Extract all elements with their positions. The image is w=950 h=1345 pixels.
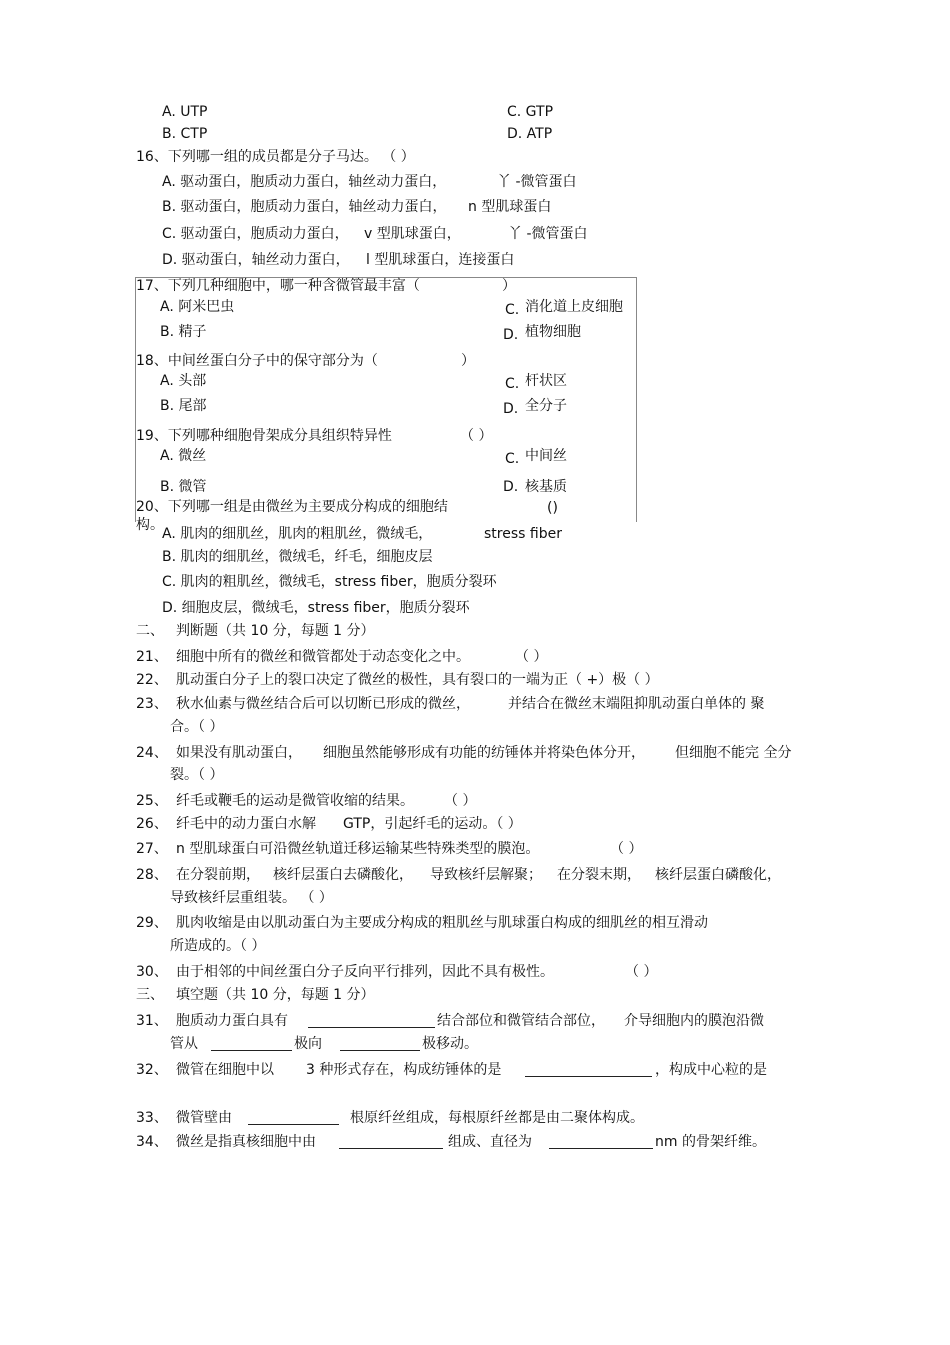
- question-text-cont3: 在分裂末期，: [557, 867, 641, 883]
- answer-paren: （ ）: [610, 841, 643, 857]
- option-b-cont: n 型肌球蛋白: [468, 199, 552, 215]
- question-17-paren: ）: [502, 278, 516, 294]
- question-number: 31、: [136, 1013, 168, 1029]
- answer-blank[interactable]: [549, 1134, 653, 1149]
- question-text: 胞质动力蛋白具有: [176, 1013, 288, 1029]
- section-number: 二、: [136, 623, 164, 639]
- question-text-wrap: 裂。（ ）: [170, 767, 224, 783]
- question-text-cont: 并结合在微丝末端阻抑肌动蛋白单体的 聚: [508, 696, 765, 712]
- option-d-letter: D.: [503, 327, 519, 343]
- option-b: B. 驱动蛋白，胞质动力蛋白，轴丝动力蛋白，: [162, 199, 447, 215]
- question-19-paren: （ ）: [460, 428, 493, 444]
- question-17-stem: 17、下列几种细胞中，哪一种含微管最丰富（: [136, 278, 420, 294]
- option-c: C. 驱动蛋白，胞质动力蛋白，: [162, 226, 349, 242]
- question-text: 在分裂前期，: [176, 867, 260, 883]
- question-number: 22、: [136, 672, 168, 688]
- question-text-wrap2: 极向: [294, 1036, 322, 1052]
- option-c-cont2: 丫 -微管蛋白: [508, 226, 588, 242]
- option-a: A. 微丝: [160, 448, 207, 464]
- section-title: 判断题（共 10 分，每题 1 分）: [176, 623, 375, 639]
- question-text-cont: 3 种形式存在，构成纺锤体的是: [306, 1062, 502, 1078]
- question-text-cont4: 核纤层蛋白磷酸化，: [655, 867, 781, 883]
- option-d-letter: D.: [503, 401, 519, 417]
- section-number: 三、: [136, 987, 164, 1003]
- answer-blank[interactable]: [211, 1036, 292, 1051]
- answer-paren: （ ）: [515, 649, 548, 665]
- question-text: 肌动蛋白分子上的裂口决定了微丝的极性，具有裂口的一端为正（ +）极（ ）: [176, 672, 659, 688]
- question-text-cont: 组成、直径为: [448, 1134, 532, 1150]
- question-text-wrap: 管从: [170, 1036, 198, 1052]
- option-a: A. 阿米巴虫: [160, 299, 235, 315]
- question-text-cont2: 导致核纤层解聚；: [430, 867, 542, 883]
- answer-blank[interactable]: [339, 1134, 443, 1149]
- question-text: n 型肌球蛋白可沿微丝轨道迁移运输某些特殊类型的膜泡。: [176, 841, 540, 857]
- option-b: B. 肌肉的细肌丝，微绒毛，纤毛，细胞皮层: [162, 549, 433, 565]
- question-18-stem: 18、中间丝蛋白分子中的保守部分为（: [136, 353, 378, 369]
- question-number: 30、: [136, 964, 168, 980]
- question-number: 25、: [136, 793, 168, 809]
- option-c-cont: v 型肌球蛋白，: [364, 226, 461, 242]
- question-text: 由于相邻的中间丝蛋白分子反向平行排列，因此不具有极性。: [176, 964, 554, 980]
- answer-blank[interactable]: [308, 1013, 435, 1028]
- question-text-cont2: 介导细胞内的膜泡沿微: [624, 1013, 764, 1029]
- question-text-cont2: nm 的骨架纤维。: [655, 1134, 766, 1150]
- option-b: B. 尾部: [160, 398, 207, 414]
- question-text: 纤毛中的动力蛋白水解: [176, 816, 316, 832]
- answer-paren: （ ）: [625, 964, 658, 980]
- option-c-letter: C.: [505, 451, 520, 467]
- question-number: 34、: [136, 1134, 168, 1150]
- question-number: 21、: [136, 649, 168, 665]
- option-c-letter: C.: [505, 376, 520, 392]
- question-number: 26、: [136, 816, 168, 832]
- option-d: 植物细胞: [525, 324, 581, 340]
- option-a: A. UTP: [162, 104, 208, 120]
- question-number: 23、: [136, 696, 168, 712]
- question-text-cont2: ，构成中心粒的是: [655, 1062, 767, 1078]
- option-c: 杆状区: [525, 373, 567, 389]
- question-text-cont: 细胞虽然能够形成有功能的纺锤体并将染色体分开，: [323, 745, 645, 761]
- option-d: D. 细胞皮层，微绒毛，stress fiber，胞质分裂环: [162, 600, 470, 616]
- question-text: 微丝是指真核细胞中由: [176, 1134, 316, 1150]
- option-b: B. 精子: [160, 324, 207, 340]
- question-16-stem: 16、下列哪一组的成员都是分子马达。 （ ）: [136, 149, 415, 165]
- option-d: D. ATP: [507, 126, 553, 142]
- question-number: 33、: [136, 1110, 168, 1126]
- question-number: 27、: [136, 841, 168, 857]
- option-a: A. 头部: [160, 373, 207, 389]
- question-18-paren: ）: [461, 353, 475, 369]
- option-a-cont: stress fiber: [484, 526, 562, 542]
- question-text-wrap: 合。（ ）: [170, 719, 224, 735]
- option-a-cont: 丫 -微管蛋白: [497, 174, 577, 190]
- question-number: 32、: [136, 1062, 168, 1078]
- question-text: 微管壁由: [176, 1110, 232, 1126]
- option-c: C. GTP: [507, 104, 554, 120]
- question-number: 28、: [136, 867, 168, 883]
- question-text-wrap: 所造成的。（ ）: [170, 938, 266, 954]
- question-text: 纤毛或鞭毛的运动是微管收缩的结果。: [176, 793, 414, 809]
- question-number: 29、: [136, 915, 168, 931]
- question-text: 微管在细胞中以: [176, 1062, 274, 1078]
- option-d-cont: l 型肌球蛋白，连接蛋白: [366, 252, 515, 268]
- question-text: 秋水仙素与微丝结合后可以切断已形成的微丝，: [176, 696, 470, 712]
- option-c: C. 肌肉的粗肌丝，微绒毛，stress fiber，胞质分裂环: [162, 574, 497, 590]
- question-text: 细胞中所有的微丝和微管都处于动态变化之中。: [176, 649, 470, 665]
- option-b: B. CTP: [162, 126, 208, 142]
- option-c-letter: C.: [505, 302, 520, 318]
- question-text-cont: 结合部位和微管结合部位，: [437, 1013, 605, 1029]
- question-text-cont: 根原纤丝组成，每根原纤丝都是由二聚体构成。: [350, 1110, 644, 1126]
- question-text-cont: GTP，引起纤毛的运动。（ ）: [343, 816, 522, 832]
- answer-blank[interactable]: [340, 1036, 420, 1051]
- option-a: A. 驱动蛋白，胞质动力蛋白，轴丝动力蛋白，: [162, 174, 447, 190]
- question-text-wrap: 导致核纤层重组装。 （ ）: [170, 890, 333, 906]
- option-c: 消化道上皮细胞: [525, 299, 623, 315]
- option-c: 中间丝: [525, 448, 567, 464]
- option-d: 全分子: [525, 398, 567, 414]
- option-b: B. 微管: [160, 479, 207, 495]
- question-19-stem: 19、下列哪种细胞骨架成分具组织特异性: [136, 428, 392, 444]
- option-d: D. 驱动蛋白，轴丝动力蛋白，: [162, 252, 350, 268]
- question-text-cont: 核纤层蛋白去磷酸化，: [273, 867, 413, 883]
- question-text: 如果没有肌动蛋白，: [176, 745, 302, 761]
- answer-blank[interactable]: [248, 1110, 339, 1125]
- question-text-cont2: 但细胞不能完 全分: [675, 745, 792, 761]
- question-20-paren: (): [547, 500, 558, 516]
- question-20-wrap: 构。: [136, 517, 164, 533]
- option-d-letter: D.: [503, 479, 519, 495]
- answer-blank[interactable]: [525, 1062, 652, 1077]
- answer-paren: （ ）: [444, 793, 477, 809]
- option-d: 核基质: [525, 479, 567, 495]
- section-title: 填空题（共 10 分，每题 1 分）: [176, 987, 375, 1003]
- question-number: 24、: [136, 745, 168, 761]
- question-text: 肌肉收缩是由以肌动蛋白为主要成分构成的粗肌丝与肌球蛋白构成的细肌丝的相互滑动: [176, 915, 708, 931]
- option-a: A. 肌肉的细肌丝，肌肉的粗肌丝，微绒毛，: [162, 526, 433, 542]
- question-text-wrap3: 极移动。: [422, 1036, 478, 1052]
- question-20-stem: 20、下列哪一组是由微丝为主要成分构成的细胞结: [136, 499, 448, 515]
